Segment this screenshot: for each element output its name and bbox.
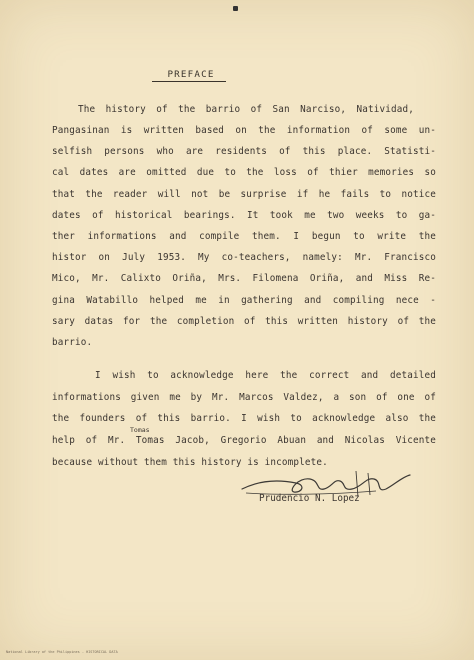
paragraph-1-line-12: barrio. [52,337,93,348]
binder-hole [233,6,238,11]
title-underline [152,81,226,82]
paragraph-1-line-9: Mico, Mr. Calixto Oriña, Mrs. Filomena Oriña, and Miss Re- [52,273,436,284]
paragraph-2-line-3: the founders of this barrio. I wish to acknowledge also the [52,413,436,424]
archive-footer: National Library of the Philippines - HISTORICAL DATA [6,650,118,654]
paragraph-1-line-8: histor on July 1953. My co-teachers, namely: Mr. Francisco [52,252,436,263]
paragraph-1-line-1: The history of the barrio of San Narciso, Natividad, [78,104,414,115]
paragraph-1-line-11: sary datas for the completion of this written history of the [52,316,436,327]
paragraph-1-line-4: cal dates are omitted due to the loss of thier memories so [52,167,436,178]
paragraph-1-line-5: that the reader will not be surprise if he fails to notice [52,189,436,200]
handwritten-correction: Tomas [130,426,150,434]
signer-name: Prudencio N. Lopez [259,493,360,504]
paragraph-2-line-4: help of Mr. Tomas Jacob, Gregorio Abuan and Nicolas Vicente [52,435,436,446]
page-title: PREFACE [167,69,215,80]
paragraph-1-line-10: gina Watabillo helped me in gathering and compiling nece - [52,295,436,306]
paragraph-1-line-2: Pangasinan is written based on the information of some un- [52,125,436,136]
paragraph-2-line-5: because without them this history is incomplete. [52,457,328,468]
paragraph-1-line-6: dates of historical bearings. It took me two weeks to ga- [52,210,436,221]
paragraph-1-line-3: selfish persons who are residents of this place. Statisti- [52,146,436,157]
paragraph-2-line-2: informations given me by Mr. Marcos Valdez, a son of one of [52,392,436,403]
paragraph-2-line-1: I wish to acknowledge here the correct and detailed [95,370,436,381]
paragraph-1-line-7: ther informations and compile them. I begun to write the [52,231,436,242]
